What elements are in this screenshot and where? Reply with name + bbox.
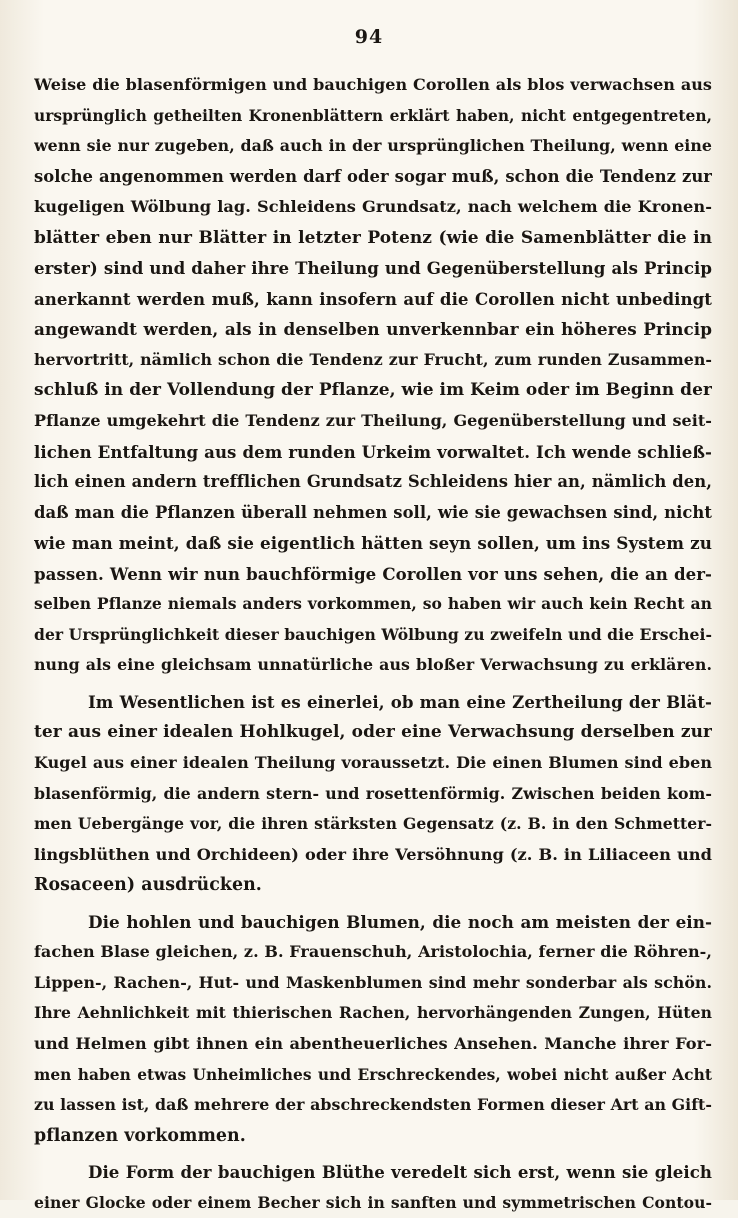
text-line: kugeligen Wölbung lag. Schleidens Grundsatz, nach welchem die Kronen- <box>34 197 712 217</box>
text-line: einer Glocke oder einem Becher sich in sanften und symmetrischen Contou- <box>34 1192 712 1212</box>
text-line: zu lassen ist, daß mehrere der abschreckendsten Formen dieser Art an Gift- <box>34 1095 712 1115</box>
text-line: daß man die Pflanzen überall nehmen soll, wie sie gewachsen sind, nicht <box>34 502 712 522</box>
text-line: blasenförmig, die andern stern- und rosettenförmig. Zwischen beiden kom- <box>34 783 712 803</box>
text-line: ursprünglich getheilten Kronenblättern erklärt haben, nicht entgegentreten, <box>34 106 712 125</box>
text-line: blätter eben nur Blätter in letzter Potenz (wie die Samenblätter die in <box>34 227 712 248</box>
text-line: lich einen andern trefflichen Grundsatz Schleidens hier an, nämlich den, <box>34 472 712 492</box>
text-line: pflanzen vorkommen. <box>34 1125 246 1146</box>
text-line: ter aus einer idealen Hohlkugel, oder eine Verwachsung derselben zur <box>34 722 712 743</box>
text-line: wie man meint, daß sie eigentlich hätten seyn sollen, um ins System zu <box>34 533 712 554</box>
text-line: schluß in der Vollendung der Pflanze, wie im Keim oder im Beginn der <box>34 380 712 401</box>
text-line: lichen Entfaltung aus dem runden Urkeim vorwaltet. Ich wende schließ- <box>34 441 712 462</box>
text-line: nung als eine gleichsam unnatürliche aus bloßer Verwachsung zu erklären. <box>34 655 712 675</box>
body-text <box>34 70 712 1218</box>
text-line: Im Wesentlichen ist es einerlei, ob man eine Zertheilung der Blät- <box>88 691 712 712</box>
text-line: fachen Blase gleichen, z. B. Frauenschuh, Aristolochia, ferner die Röhren-, <box>34 942 712 962</box>
text-line: Lippen-, Rachen-, Hut- und Maskenblumen sind mehr sonderbar als schön. <box>34 972 712 992</box>
text-line: men Uebergänge vor, die ihren stärksten Gegensatz (z. B. in den Schmetter- <box>34 814 712 834</box>
paragraph-4 <box>34 1157 712 1218</box>
text-line: solche angenommen werden darf oder sogar muß, schon die Tendenz zur <box>34 166 712 186</box>
text-line: Die hohlen und bauchigen Blumen, die noch am meisten der ein- <box>88 911 712 932</box>
text-line: Kugel aus einer idealen Theilung voraussetzt. Die einen Blumen sind eben <box>34 753 712 773</box>
text-line: lingsblüthen und Orchideen) oder ihre Versöhnung (z. B. in Liliaceen und <box>34 844 712 864</box>
text-line: Pflanze umgekehrt die Tendenz zur Theilung, Gegenüberstellung und seit- <box>34 411 712 431</box>
page-number: 94 <box>354 26 384 48</box>
text-line: anerkannt werden muß, kann insofern auf die Corollen nicht unbedingt <box>34 288 712 309</box>
text-line: Weise die blasenförmigen und bauchigen Corollen als blos verwachsen aus <box>34 75 712 94</box>
text-line: der Ursprünglichkeit dieser bauchigen Wölbung zu zweifeln und die Erschei- <box>34 624 712 644</box>
paragraph-1 <box>34 70 712 681</box>
text-line: hervortritt, nämlich schon die Tendenz zur Frucht, zum runden Zusammen- <box>34 349 712 369</box>
text-line: Ihre Aehnlichkeit mit thierischen Rachen, hervorhängenden Zungen, Hüten <box>34 1003 712 1023</box>
text-line: Rosaceen) ausdrücken. <box>34 875 262 896</box>
paragraph-2 <box>34 687 712 901</box>
text-line: und Helmen gibt ihnen ein abentheuerliches Ansehen. Manche ihrer For- <box>34 1033 712 1053</box>
text-line: wenn sie nur zugeben, daß auch in der ursprünglichen Theilung, wenn eine <box>34 136 712 156</box>
text-line: Die Form der bauchigen Blüthe veredelt sich erst, wenn sie gleich <box>88 1162 712 1183</box>
paragraph-3 <box>34 907 712 1151</box>
text-line: selben Pflanze niemals anders vorkommen, so haben wir auch kein Recht an <box>34 594 712 614</box>
text-line: men haben etwas Unheimliches und Erschreckendes, wobei nicht außer Acht <box>34 1065 712 1084</box>
text-line: angewandt werden, als in denselben unverkennbar ein höheres Princip <box>34 319 712 340</box>
text-line: passen. Wenn wir nun bauchförmige Corollen vor uns sehen, die an der- <box>34 563 712 584</box>
text-line: erster) sind und daher ihre Theilung und Gegenüberstellung als Princip <box>34 258 712 279</box>
